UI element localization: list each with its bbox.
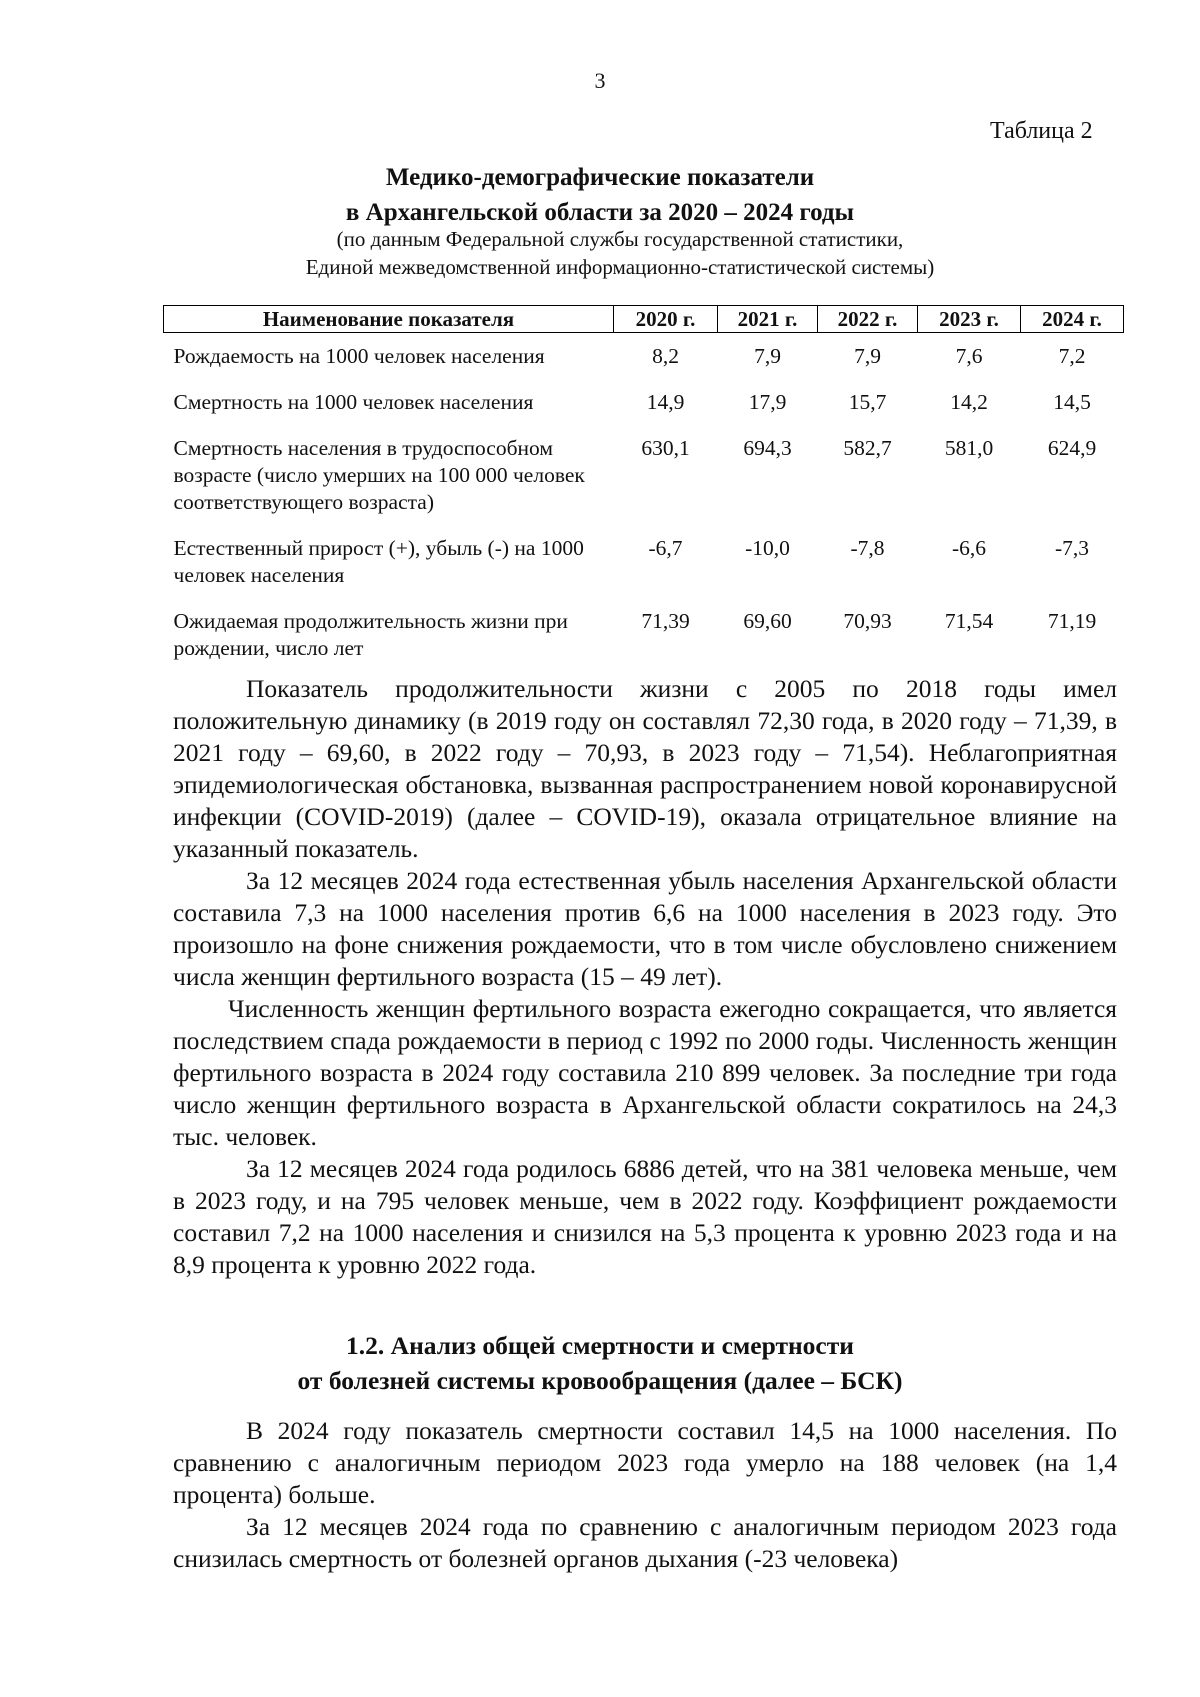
- cell-2023: 581,0: [944, 436, 994, 460]
- cell-2024: -7,3: [1054, 536, 1090, 560]
- paragraph-natural-decrease: За 12 месяцев 2024 года естественная убыль населения Архангельской области составила 7,3 на 1000 населения против 6,6 на 1000 населения в 2023 году. Это произошло на фоне снижения рождаемости, что в том числе обусловлено снижением числа женщин фертильного возраста (15 – 49 лет).: [173, 866, 1117, 991]
- cell-2020: 8,2: [652, 344, 679, 368]
- cell-2022: 70,93: [843, 609, 892, 633]
- cell-2021: -10,0: [745, 536, 790, 560]
- table-title-line-2: в Архангельской области за 2020 – 2024 годы: [345, 199, 855, 226]
- section-title-line-1: 1.2. Анализ общей смертности и смертности: [346, 1331, 854, 1360]
- header-year-2022: 2022 г.: [818, 306, 918, 333]
- table-label: Таблица 2: [990, 118, 1093, 144]
- header-year-2021: 2021 г.: [718, 306, 818, 333]
- cell-2020: 71,39: [641, 609, 690, 633]
- table-row: [164, 379, 1124, 425]
- cell-2022: -7,8: [850, 536, 885, 560]
- paragraph-respiratory-mortality: За 12 месяцев 2024 года по сравнению с аналогичным периодом 2023 года снизилась смертность от болезней органов дыхания (-23 человека): [173, 1512, 1117, 1573]
- indicators-table: [163, 305, 1124, 671]
- paragraph-fertile-women: Численность женщин фертильного возраста ежегодно сокращается, что является последствием спада рождаемости в период с 1992 по 2000 годы. Численность женщин фертильного возраста в 2024 году составила 210 899 человек. За последние три года число женщин фертильного возраста в Архангельской области сократилось на 24,3 тыс. человек.: [173, 994, 1117, 1151]
- body-text-section-2: [173, 1415, 1117, 1575]
- cell-2021: 694,3: [743, 436, 792, 460]
- row-name: Естественный прирост (+), убыль (-) на 1000 человек населения: [173, 536, 584, 587]
- row-name: Рождаемость на 1000 человек населения: [173, 344, 545, 368]
- table-subtitle: [220, 225, 1020, 281]
- cell-2023: -6,6: [951, 536, 987, 560]
- table-subtitle-line-1: (по данным Федеральной службы государственной статистики,: [336, 227, 904, 251]
- table-title: [240, 160, 960, 230]
- cell-2022: 582,7: [843, 436, 892, 460]
- row-name: Смертность на 1000 человек населения: [173, 390, 534, 414]
- table-title-line-1: Медико-демографические показатели: [385, 164, 815, 191]
- cell-2024: 624,9: [1047, 436, 1097, 460]
- table-row: [164, 598, 1124, 671]
- body-text-section-1: [173, 673, 1117, 1281]
- cell-2020: 14,9: [646, 390, 685, 414]
- page-number: 3: [594, 68, 606, 93]
- row-name: Ожидаемая продолжительность жизни при рождении, число лет: [173, 609, 568, 660]
- cell-2024: 71,19: [1047, 609, 1097, 633]
- cell-2021: 69,60: [743, 609, 792, 633]
- cell-2023: 71,54: [944, 609, 994, 633]
- paragraph-life-expectancy: Показатель продолжительности жизни с 2005 по 2018 годы имел положительную динамику (в 2019 году он составлял 72,30 года, в 2020 году – 71,39, в 2021 году – 69,60, в 2022 году – 70,93, в 2023 году – 71,54). Неблагоприятная эпидемиологическая обстановка, вызванная распространением новой коронавирусной инфекции (COVID-2019) (далее – COVID-19), оказала отрицательное влияние на указанный показатель.: [173, 674, 1117, 863]
- row-name: Смертность населения в трудоспособном возрасте (число умерших на 100 000 человек соответствующего возраста): [173, 436, 585, 514]
- cell-2023: 14,2: [950, 390, 988, 414]
- cell-2020: 630,1: [641, 436, 690, 460]
- header-year-2023: 2023 г.: [918, 306, 1021, 333]
- cell-2021: 17,9: [748, 390, 787, 414]
- paragraph-mortality-rate: В 2024 году показатель смертности составил 14,5 на 1000 населения. По сравнению с аналогичным периодом 2023 года умерло на 188 человек (на 1,4 процента) больше.: [173, 1416, 1117, 1509]
- cell-2021: 7,9: [754, 344, 781, 368]
- table-row: [164, 525, 1124, 598]
- cell-2023: 7,6: [955, 344, 983, 368]
- header-year-2020: 2020 г.: [614, 306, 718, 333]
- paragraph-births: За 12 месяцев 2024 года родилось 6886 детей, что на 381 человека меньше, чем в 2023 году, и на 795 человек меньше, чем в 2022 году. Коэффициент рождаемости составил 7,2 на 1000 населения и снизился на 5,3 процента к уровню 2023 года и на 8,9 процента к уровню 2022 года.: [173, 1154, 1117, 1279]
- table-row: [164, 425, 1124, 525]
- cell-2024: 7,2: [1058, 344, 1086, 368]
- section-title-line-2: от болезней системы кровообращения (далее – БСК): [297, 1366, 903, 1395]
- cell-2022: 15,7: [848, 390, 887, 414]
- section-title: [210, 1328, 990, 1398]
- header-indicator-name: Наименование показателя: [164, 306, 614, 333]
- cell-2022: 7,9: [854, 344, 881, 368]
- header-year-2024: 2024 г.: [1021, 306, 1124, 333]
- table-subtitle-line-2: Единой межведомственной информационно-статистической системы): [305, 255, 935, 279]
- cell-2020: -6,7: [648, 536, 683, 560]
- cell-2024: 14,5: [1053, 390, 1091, 414]
- table-header-row: [164, 306, 1124, 333]
- table-row: [164, 333, 1124, 380]
